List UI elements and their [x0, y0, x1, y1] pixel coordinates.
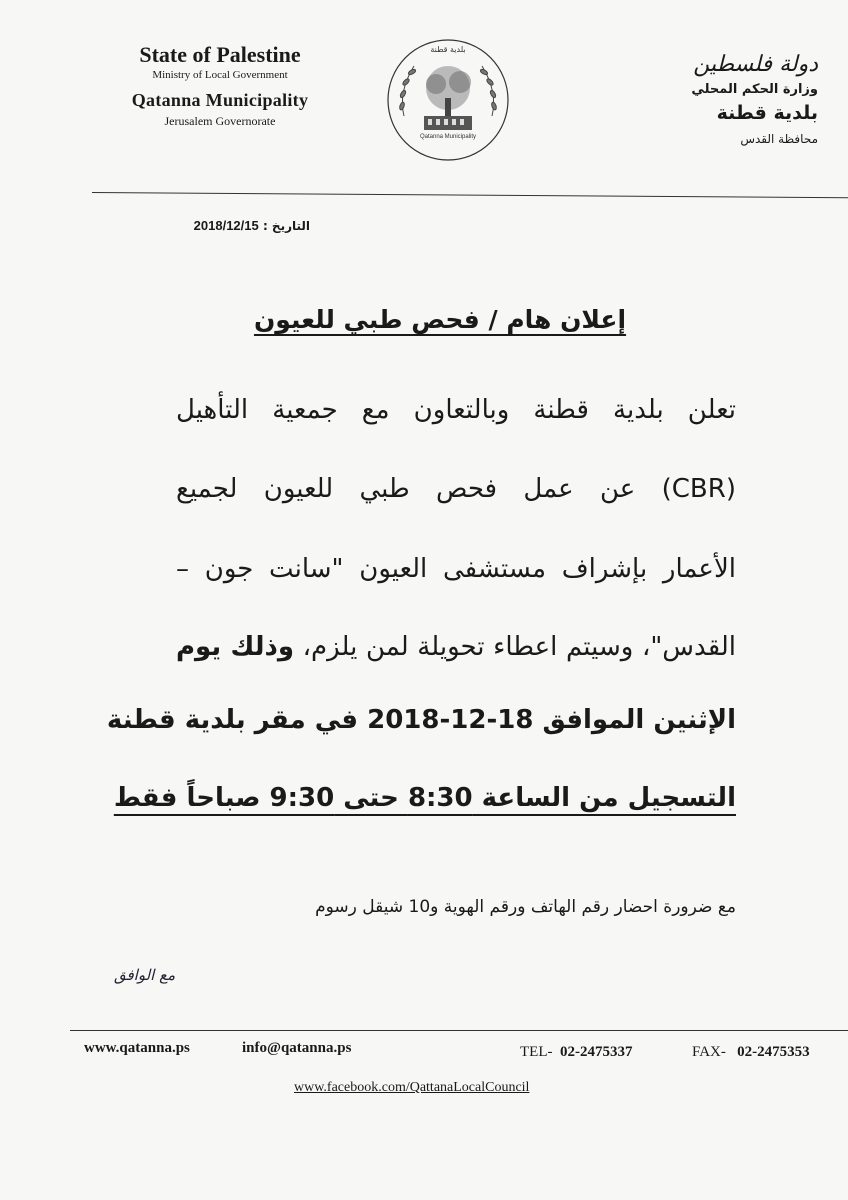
date-line [194, 218, 310, 233]
governorate-name-en: Jerusalem Governorate [164, 114, 276, 128]
requirements-note: مع ضرورة احضار رقم الهاتف ورقم الهوية و10 شيقل رسوم [315, 897, 736, 917]
signature [110, 958, 240, 990]
footer-divider [70, 1030, 848, 1031]
header-divider [92, 192, 848, 198]
body-line-4-part-a: القدس"، وسيتم اعطاء تحويلة لمن يلزم، [302, 632, 736, 662]
municipality-name-en: Qatanna Municipality [131, 90, 309, 110]
state-name-ar: دولة فلسطين [693, 52, 818, 77]
state-name-en: State of Palestine [139, 42, 301, 67]
tel-label: TEL- [520, 1044, 553, 1060]
footer-telephone [520, 1044, 632, 1061]
announcement-title: إعلان هام / فحص طبي للعيون [253, 305, 627, 334]
footer-email-link[interactable]: info@qatanna.ps [242, 1040, 352, 1056]
body-line-5: الإثنين الموافق 18-12-2018 في مقر بلدية قطنة [106, 705, 736, 735]
body-line-4 [176, 627, 736, 667]
registration-time-line: التسجيل من الساعة 8:30 حتى 9:30 صباحاً فقط [113, 783, 736, 813]
date-value: 2018/12/15 [193, 218, 259, 233]
body-line-1: تعلن بلدية قطنة وبالتعاون مع جمعية التأهيل [176, 395, 736, 425]
governorate-name-ar: محافظة القدس [740, 132, 818, 146]
logo-top-text: بلدية قطنة [430, 45, 466, 54]
footer-website-link[interactable]: www.qatanna.ps [84, 1040, 190, 1056]
fax-label: FAX- [692, 1044, 726, 1060]
body-line-2: (CBR) عن عمل فحص طبي للعيون لجميع [176, 474, 736, 504]
ministry-name-en: Ministry of Local Government [152, 69, 288, 81]
footer-facebook-link[interactable]: www.facebook.com/QattanaLocalCouncil [294, 1080, 530, 1095]
arabic-letterhead [618, 50, 818, 148]
municipality-name-ar: بلدية قطنة [716, 102, 818, 124]
municipality-logo-icon [384, 36, 512, 164]
body-line-3: الأعمار بإشراف مستشفى العيون "سانت جون – [176, 554, 736, 584]
english-letterhead [100, 42, 340, 128]
signature-text: مع الوافق [114, 966, 176, 984]
ministry-name-ar: وزارة الحكم المحلي [691, 82, 818, 97]
tel-number: 02-2475337 [559, 1044, 633, 1060]
footer-fax [692, 1044, 810, 1061]
body-line-4-part-b: وذلك يوم [176, 632, 295, 662]
logo-bottom-text: Qatanna Municipality [419, 134, 477, 140]
date-label: التاريخ : [262, 219, 310, 233]
fax-number: 02-2475353 [737, 1044, 810, 1060]
